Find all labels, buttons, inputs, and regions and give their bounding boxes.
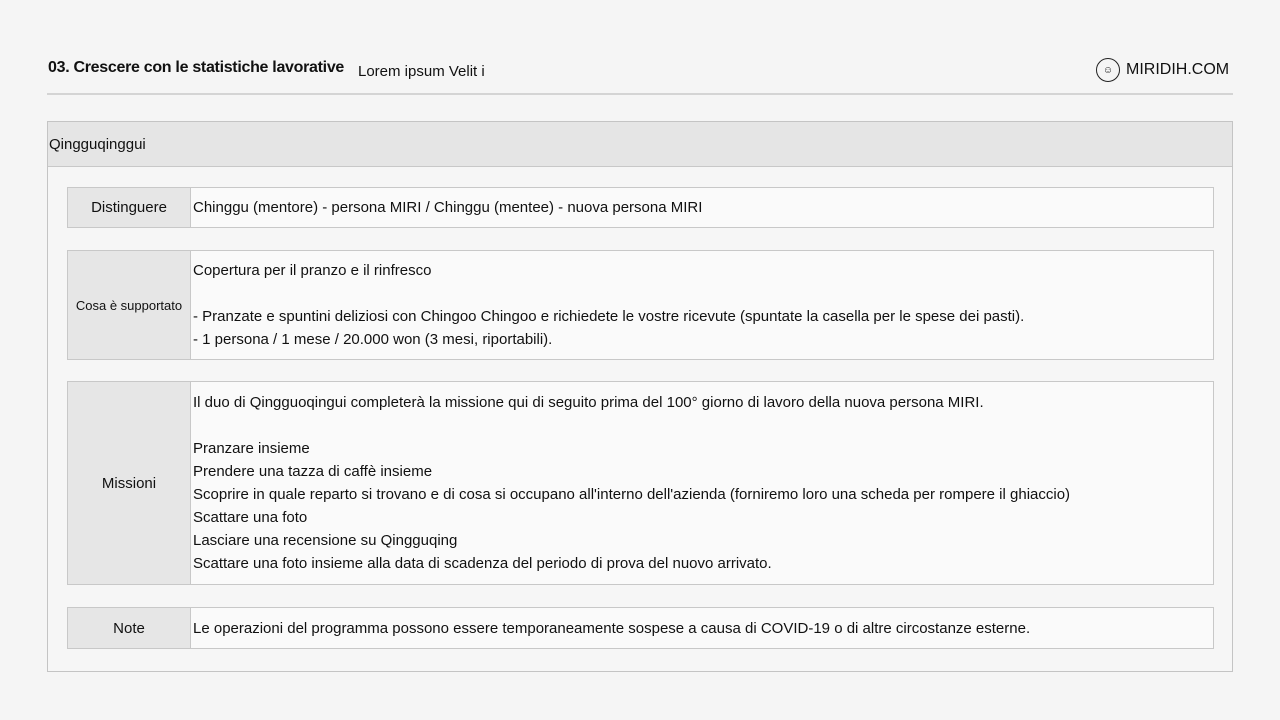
row-value: Le operazioni del programma possono essere temporaneamente sospese a causa di COVID-19 o di altre circostanze esterne.	[193, 619, 1031, 637]
row-value: Chinggu (mentore) - persona MIRI / Chinggu (mentee) - nuova persona MIRI	[193, 199, 703, 216]
section-title: Qingguqinggui	[48, 122, 1232, 167]
brand-logo-icon: ☺	[1096, 58, 1120, 82]
brand-name: MIRIDIH.COM	[1126, 61, 1230, 78]
row-label: Missioni	[68, 382, 191, 584]
row-label: Distinguere	[68, 188, 191, 227]
program-section	[47, 121, 1233, 672]
row-label: Note	[68, 608, 191, 648]
row-value: Copertura per il pranzo e il rinfresco - Pranzate e spuntini deliziosi con Chingoo Chingoo e richiedete le vostre ricevute (spuntate la casella per le spese dei pasti). - 1 persona / 1 mese / 20.000 won (3 mesi, riportabili).	[193, 262, 1025, 348]
table-row-missions	[67, 381, 1214, 585]
brand	[1096, 58, 1229, 82]
header-divider	[47, 93, 1233, 95]
overlay-text: Lorem ipsum Velit i	[358, 63, 485, 80]
row-value: Il duo di Qingguoqingui completerà la missione qui di seguito prima del 100° giorno di lavoro della nuova persona MIRI. Pranzare insieme Prendere una tazza di caffè insieme Scoprire in quale reparto si trovano e di cosa si occupano all'interno dell'azienda (forniremo loro una scheda per rompere il ghiaccio) Scattare una foto Lasciare una recensione su Qingguqing Scattare una foto insieme alla data di scadenza del periodo di prova del nuovo arrivato.	[193, 394, 1071, 572]
page-title: 03. Crescere con le statistiche lavorative	[48, 59, 345, 76]
table-row-distinguish	[67, 187, 1214, 228]
table-row-notes	[67, 607, 1214, 649]
table-row-support	[67, 250, 1214, 360]
row-label: Cosa è supportato	[68, 251, 191, 359]
